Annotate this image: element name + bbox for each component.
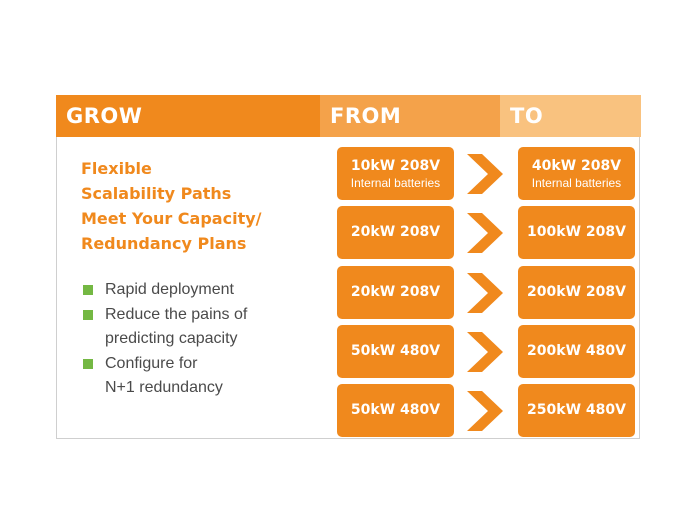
header-from: FROM — [320, 95, 500, 137]
square-bullet-icon — [83, 285, 93, 295]
feature-item — [83, 303, 247, 351]
feature-item — [83, 278, 247, 302]
feature-text: Configure for — [105, 355, 198, 372]
feature-text: Reduce the pains of — [105, 306, 248, 323]
header-to: TO — [500, 95, 641, 137]
from-capacity: 20kW 208V — [350, 284, 441, 300]
to-capacity: 200kW 480V — [527, 343, 626, 359]
from-box — [337, 206, 454, 259]
from-capacity: 50kW 480V — [350, 343, 441, 359]
feature-list — [83, 278, 247, 401]
to-capacity: 200kW 208V — [527, 284, 626, 300]
from-box — [337, 325, 454, 378]
square-bullet-icon — [83, 359, 93, 369]
to-note: Internal batteries — [531, 175, 622, 190]
headline-line: Flexible — [81, 159, 152, 178]
feature-text: Rapid deployment — [105, 281, 234, 298]
to-capacity: 250kW 480V — [527, 402, 626, 418]
from-capacity: 50kW 480V — [350, 402, 441, 418]
to-box — [518, 206, 635, 259]
chevron-right-icon — [467, 391, 503, 431]
feature-item — [83, 352, 247, 400]
square-bullet-icon — [83, 310, 93, 320]
header-grow: GROW — [56, 95, 320, 137]
headline-line: Meet Your Capacity/ — [81, 209, 262, 228]
headline — [81, 156, 261, 256]
from-capacity: 20kW 208V — [350, 224, 441, 240]
to-capacity: 100kW 208V — [527, 224, 626, 240]
feature-text: N+1 redundancy — [105, 379, 223, 396]
scalability-panel — [56, 95, 640, 439]
to-box — [518, 325, 635, 378]
from-box — [337, 266, 454, 319]
headline-line: Redundancy Plans — [81, 234, 247, 253]
from-note: Internal batteries — [350, 175, 441, 190]
feature-text: predicting capacity — [105, 330, 238, 347]
from-capacity: 10kW 208V — [350, 157, 441, 174]
to-box — [518, 266, 635, 319]
to-box — [518, 147, 635, 200]
chevron-right-icon — [467, 332, 503, 372]
chevron-right-icon — [467, 273, 503, 313]
chevron-right-icon — [467, 213, 503, 253]
chevron-right-icon — [467, 154, 503, 194]
headline-line: Scalability Paths — [81, 184, 232, 203]
from-box — [337, 384, 454, 437]
to-capacity: 40kW 208V — [531, 157, 622, 174]
to-box — [518, 384, 635, 437]
from-box — [337, 147, 454, 200]
